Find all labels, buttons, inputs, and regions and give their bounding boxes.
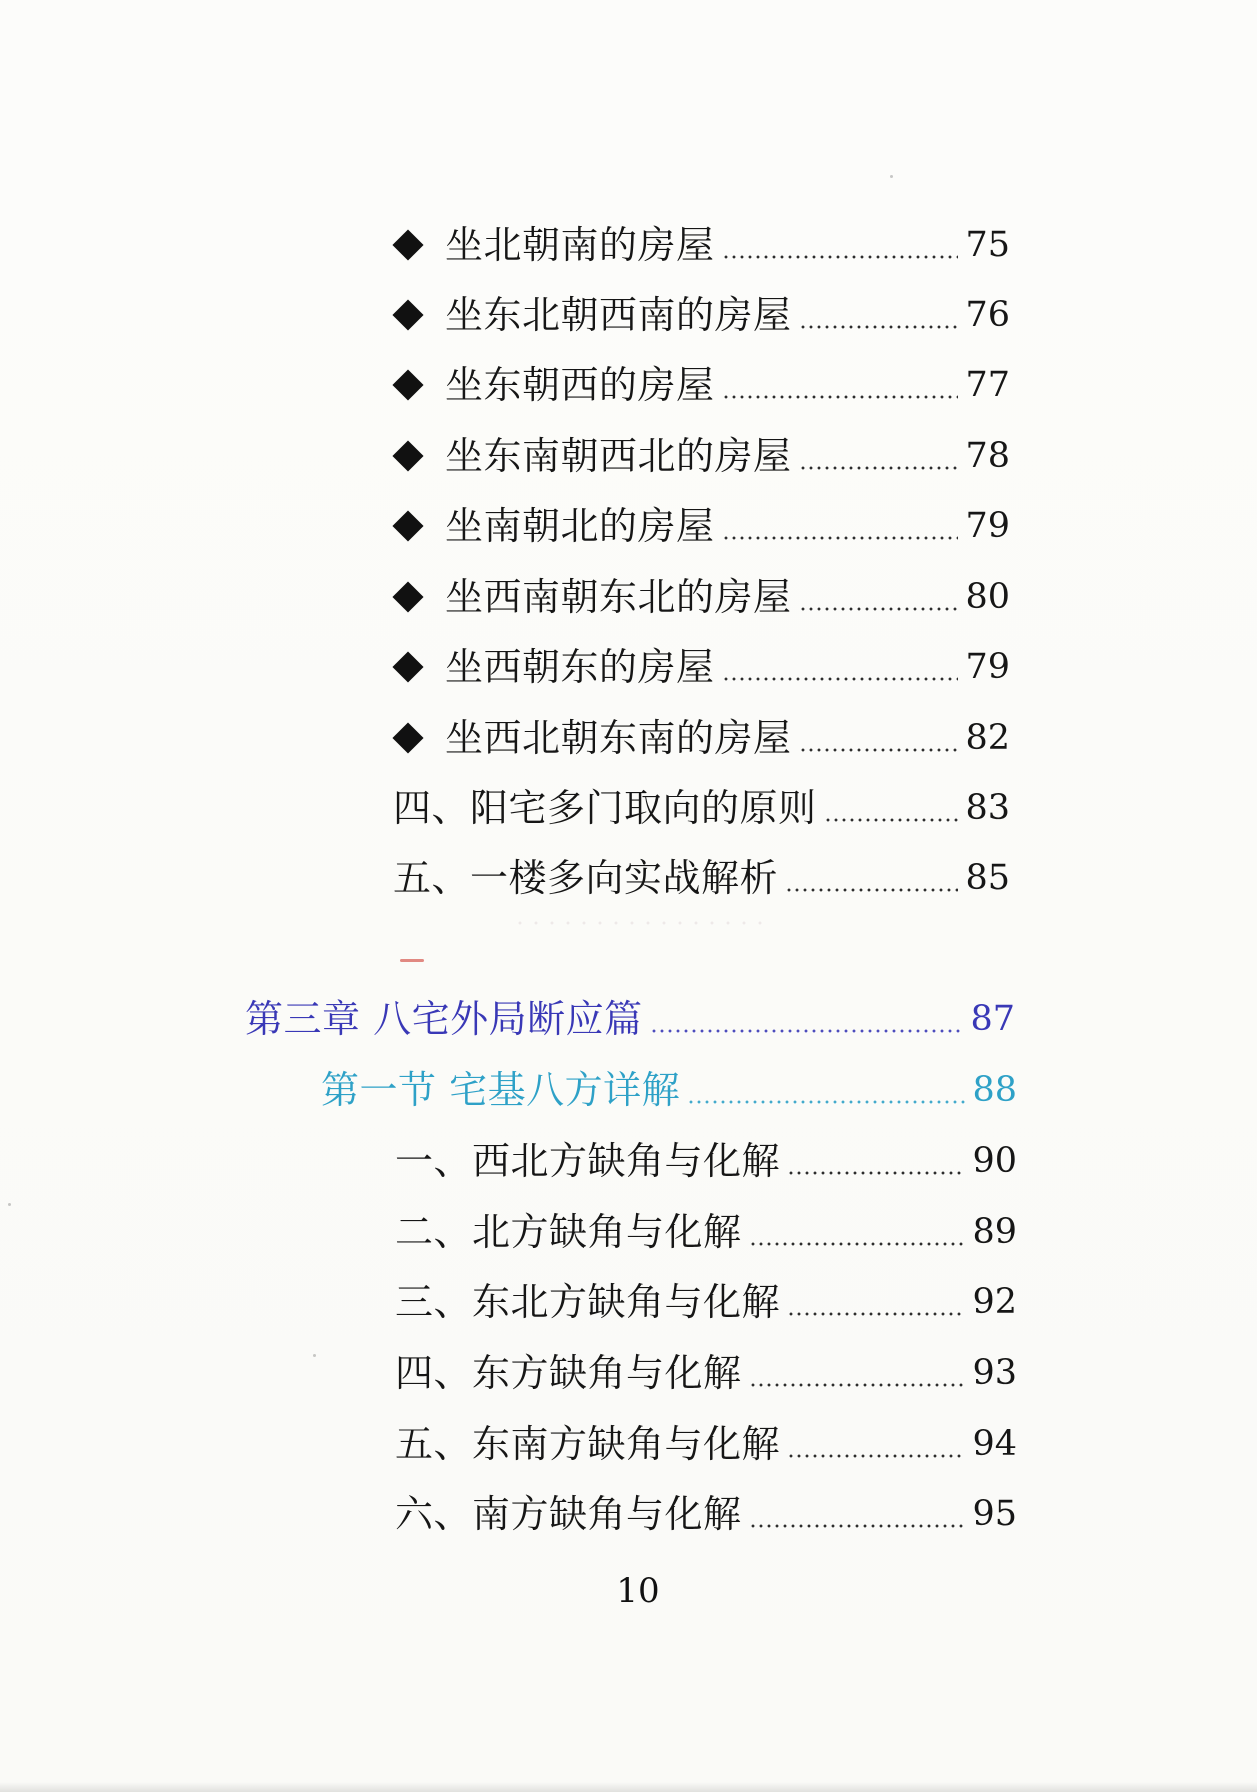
toc-section-entry[interactable]: [321, 1064, 1017, 1116]
toc-entry-page: 76: [965, 294, 1010, 335]
toc-entry-page: 82: [965, 717, 1010, 758]
dot-leader: [722, 677, 959, 681]
scan-bottom-shadow: [0, 1782, 1257, 1792]
dot-leader: [722, 536, 959, 540]
dot-leader: [824, 818, 959, 822]
dot-leader: [687, 1100, 965, 1104]
toc-entry-title: 坐东北朝西南的房屋: [445, 293, 792, 337]
toc-entry-page: 90: [972, 1140, 1017, 1181]
toc-entry-sub[interactable]: [390, 289, 1010, 341]
toc-entry-page: 78: [965, 435, 1010, 476]
diamond-bullet-icon: [392, 581, 423, 612]
dot-leader: [799, 325, 959, 329]
toc-chapter-entry[interactable]: [245, 993, 1015, 1045]
faint-print-through: [512, 920, 772, 926]
toc-entry-title: 五、一楼多向实战解析: [393, 856, 779, 900]
toc-entry-sub[interactable]: [390, 571, 1010, 623]
dot-leader: [650, 1029, 964, 1033]
toc-entry-title: 三、东北方缺角与化解: [395, 1280, 781, 1324]
paper-speck: [890, 175, 893, 178]
toc-entry-title: 六、南方缺角与化解: [395, 1492, 742, 1536]
diamond-bullet-icon: [392, 440, 423, 471]
toc-section-title: 第一节 宅基八方详解: [321, 1068, 681, 1112]
toc-entry-title: 坐西朝东的房屋: [445, 645, 715, 689]
toc-section-page: 88: [972, 1069, 1017, 1110]
toc-chapter-title: 第三章 八宅外局断应篇: [245, 997, 643, 1041]
toc-entry-sub[interactable]: [390, 641, 1010, 693]
toc-entry[interactable]: [395, 1418, 1017, 1470]
toc-entry-title: 坐东南朝西北的房屋: [445, 434, 792, 478]
toc-chapter-page: 87: [970, 998, 1015, 1039]
toc-entry[interactable]: [395, 1206, 1017, 1258]
toc-entry-page: 83: [965, 787, 1010, 828]
dot-leader: [722, 395, 959, 399]
dot-leader: [787, 1171, 965, 1175]
toc-entry-page: 94: [972, 1423, 1017, 1464]
toc-entry-page: 79: [965, 646, 1010, 687]
dot-leader: [799, 466, 959, 470]
paper-speck: [313, 1354, 316, 1357]
toc-entry-sub[interactable]: [390, 219, 1010, 271]
toc-entry-title: 五、东南方缺角与化解: [395, 1422, 781, 1466]
toc-entry[interactable]: [393, 782, 1010, 834]
dot-leader: [799, 607, 959, 611]
toc-entry-title: 一、西北方缺角与化解: [395, 1139, 781, 1183]
toc-entry-sub[interactable]: [390, 500, 1010, 552]
toc-entry-title: 坐北朝南的房屋: [445, 223, 715, 267]
toc-entry[interactable]: [393, 852, 1010, 904]
diamond-bullet-icon: [392, 722, 423, 753]
paper-speck: [8, 1203, 11, 1206]
dot-leader: [799, 748, 959, 752]
red-ink-mark: [400, 959, 424, 962]
toc-entry-page: 75: [965, 224, 1010, 265]
diamond-bullet-icon: [392, 651, 423, 682]
toc-entry-title: 坐东朝西的房屋: [445, 363, 715, 407]
toc-entry-page: 77: [965, 364, 1010, 405]
toc-entry[interactable]: [395, 1135, 1017, 1187]
toc-entry[interactable]: [395, 1347, 1017, 1399]
toc-entry-sub[interactable]: [390, 430, 1010, 482]
toc-entry-title: 四、阳宅多门取向的原则: [393, 786, 817, 830]
diamond-bullet-icon: [392, 510, 423, 541]
toc-entry[interactable]: [395, 1488, 1017, 1540]
toc-entry-title: 坐西南朝东北的房屋: [445, 575, 792, 619]
toc-entry-page: 85: [965, 857, 1010, 898]
dot-leader: [749, 1524, 966, 1528]
toc-entry-page: 89: [972, 1211, 1017, 1252]
toc-entry-title: 二、北方缺角与化解: [395, 1210, 742, 1254]
dot-leader: [749, 1242, 966, 1246]
toc-entry-sub[interactable]: [390, 359, 1010, 411]
toc-entry-sub[interactable]: [390, 712, 1010, 764]
toc-entry-page: 95: [972, 1493, 1017, 1534]
toc-entry-title: 坐南朝北的房屋: [445, 504, 715, 548]
toc-entry-page: 93: [972, 1352, 1017, 1393]
dot-leader: [722, 255, 959, 259]
toc-entry[interactable]: [395, 1276, 1017, 1328]
diamond-bullet-icon: [392, 299, 423, 330]
toc-entry-title: 坐西北朝东南的房屋: [445, 716, 792, 760]
dot-leader: [785, 888, 958, 892]
diamond-bullet-icon: [392, 369, 423, 400]
toc-entry-page: 92: [972, 1281, 1017, 1322]
dot-leader: [787, 1312, 965, 1316]
diamond-bullet-icon: [392, 229, 423, 260]
toc-entry-page: 80: [965, 576, 1010, 617]
dot-leader: [787, 1454, 965, 1458]
dot-leader: [749, 1383, 966, 1387]
page-number: 10: [616, 1571, 660, 1611]
toc-entry-title: 四、东方缺角与化解: [395, 1351, 742, 1395]
toc-entry-page: 79: [965, 505, 1010, 546]
